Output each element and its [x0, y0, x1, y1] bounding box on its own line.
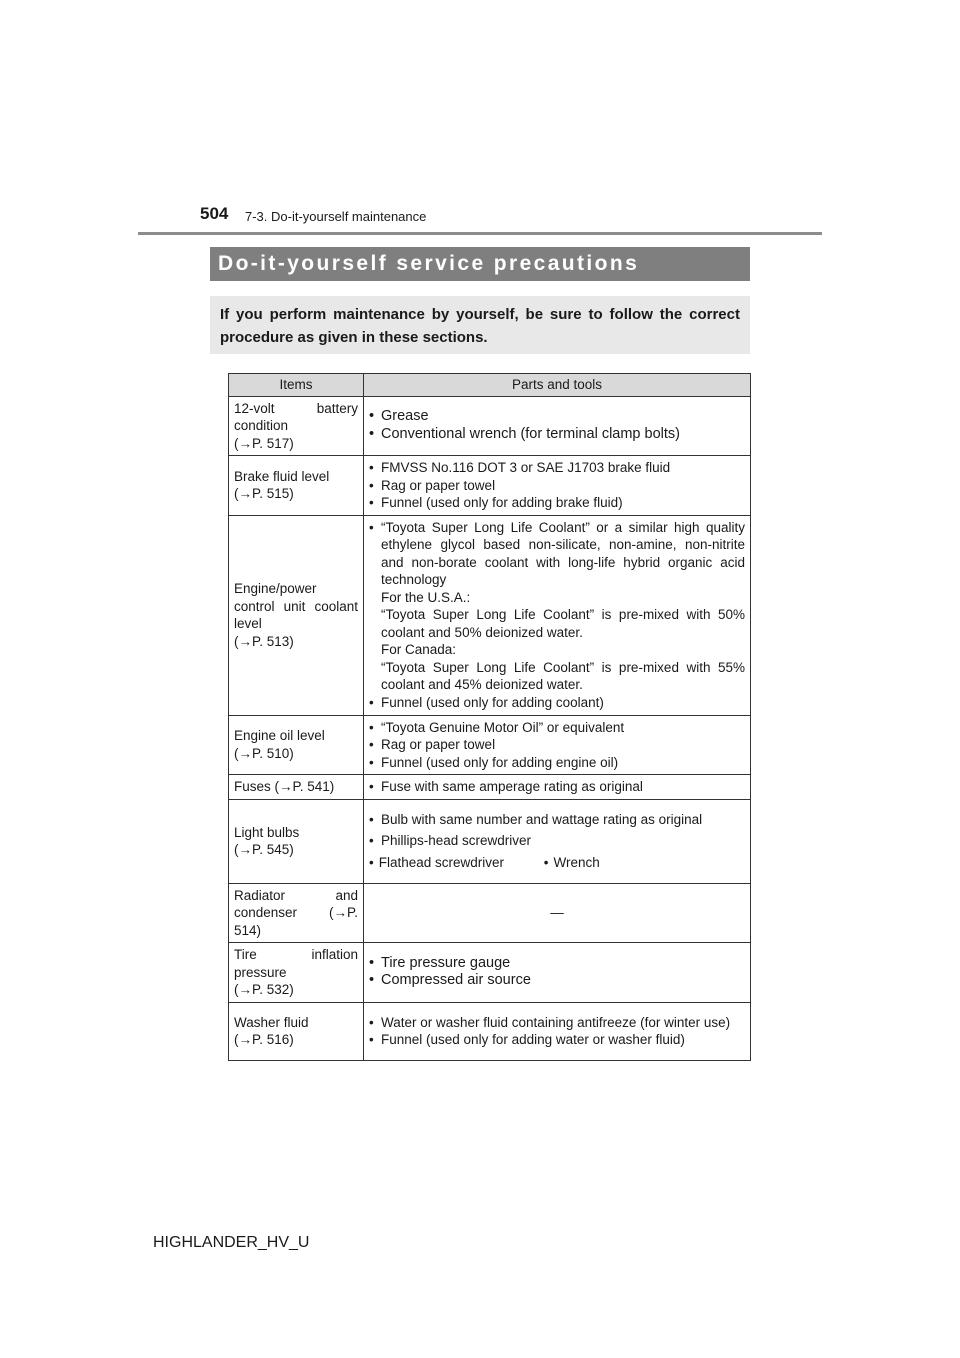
list-item: • Rag or paper towel [369, 736, 745, 754]
usa-label: For the U.S.A.: [381, 589, 471, 605]
table-row [229, 883, 751, 943]
page-reference: (→P. 545) [234, 842, 294, 857]
footer-model-code: HIGHLANDER_HV_U [153, 1234, 310, 1251]
item-cell [229, 775, 364, 800]
item-cell [229, 515, 364, 715]
page-reference: (→P. 513) [234, 633, 294, 649]
page-title: Do-it-yourself service precautions [210, 247, 750, 281]
header-rule [138, 232, 822, 235]
item-label: Radiator and condenser (→P. 514) [234, 887, 358, 938]
item-cell [229, 715, 364, 775]
item-cell [229, 456, 364, 516]
list-item: • Wrench [544, 855, 600, 870]
tools-cell [364, 456, 751, 516]
tools-cell [364, 715, 751, 775]
page-reference: (→P. 515) [234, 486, 294, 502]
canada-label: For Canada: [381, 642, 457, 658]
page-number: 504 [200, 204, 229, 223]
item-label: 12-volt battery condition [234, 400, 358, 433]
column-header-items: Items [229, 374, 364, 397]
list-item: • Funnel (used only for adding coolant) [369, 694, 745, 712]
tools-cell [364, 396, 751, 456]
table-row [229, 775, 751, 800]
coolant-spec: • “Toyota Super Long Life Coolant” or a similar high quality ethylene glycol based non-silicate, non-amine, non-nitrite and non-borate coolant with long-life hybrid organic acid technology [381, 519, 745, 588]
list-item: • Bulb with same number and wattage rating as original [369, 811, 745, 829]
item-cell [229, 943, 364, 1003]
table-row [229, 715, 751, 775]
item-cell [229, 1002, 364, 1060]
list-item: • Conventional wrench (for terminal clamp bolts) [369, 426, 745, 444]
list-item: • Rag or paper towel [369, 477, 745, 495]
table-row [229, 1002, 751, 1060]
list-item: • Compressed air source [369, 972, 745, 990]
canada-mix-text: “Toyota Super Long Life Coolant” is pre-mixed with 55% coolant and 45% deionized water. [381, 659, 745, 693]
item-label: Engine oil level [234, 728, 325, 744]
tool-pair [369, 854, 745, 872]
table-row [229, 396, 751, 456]
tools-cell [364, 775, 751, 800]
item-cell [229, 396, 364, 456]
list-item: • “Toyota Genuine Motor Oil” or equivalent [369, 719, 745, 737]
list-item: • Tire pressure gauge [369, 955, 745, 973]
tools-cell [364, 943, 751, 1003]
item-cell [229, 799, 364, 883]
table-row [229, 456, 751, 516]
page-reference: (→P. 516) [234, 1032, 294, 1047]
table-row [229, 515, 751, 715]
list-item: • Phillips-head screwdriver [369, 832, 745, 850]
item-label: Light bulbs [234, 824, 300, 840]
list-item: • Funnel (used only for adding water or washer fluid) [369, 1031, 745, 1049]
item-label: Brake fluid level [234, 468, 330, 484]
list-item [369, 519, 745, 694]
table-row [229, 799, 751, 883]
intro-box: If you perform maintenance by yourself, be sure to follow the correct procedure as given in these sections. [210, 296, 750, 354]
column-header-parts: Parts and tools [364, 374, 751, 397]
list-item: • Fuse with same amperage rating as original [369, 778, 745, 796]
item-label: Washer fluid [234, 1014, 309, 1030]
item-label: Fuses (→P. 541) [234, 779, 335, 794]
tools-cell [364, 883, 751, 943]
list-item: • FMVSS No.116 DOT 3 or SAE J1703 brake fluid [369, 459, 745, 477]
parts-table [228, 373, 751, 1061]
page-reference: (→P. 510) [234, 745, 294, 761]
tools-cell [364, 799, 751, 883]
usa-mix-text: “Toyota Super Long Life Coolant” is pre-mixed with 50% coolant and 50% deionized water. [381, 607, 745, 640]
item-cell [229, 883, 364, 943]
table-row [229, 943, 751, 1003]
list-item: • Funnel (used only for adding engine oil) [369, 754, 745, 772]
table-header-row [229, 374, 751, 397]
tools-cell [364, 515, 751, 715]
page-reference: (→P. 532) [234, 982, 294, 997]
list-item: • Funnel (used only for adding brake fluid) [369, 494, 745, 512]
no-tools-dash: — [550, 905, 564, 920]
list-item: • Water or washer fluid containing antifreeze (for winter use) [369, 1014, 745, 1032]
item-label: Engine/power control unit coolant level [234, 581, 358, 631]
page-reference: (→P. 517) [234, 435, 294, 451]
list-item: • Flathead screwdriver [369, 855, 504, 870]
tools-cell [364, 1002, 751, 1060]
item-label: Tire inflation pressure [234, 947, 358, 980]
list-item: • Grease [369, 408, 745, 426]
section-heading: 7-3. Do-it-yourself maintenance [245, 209, 427, 224]
